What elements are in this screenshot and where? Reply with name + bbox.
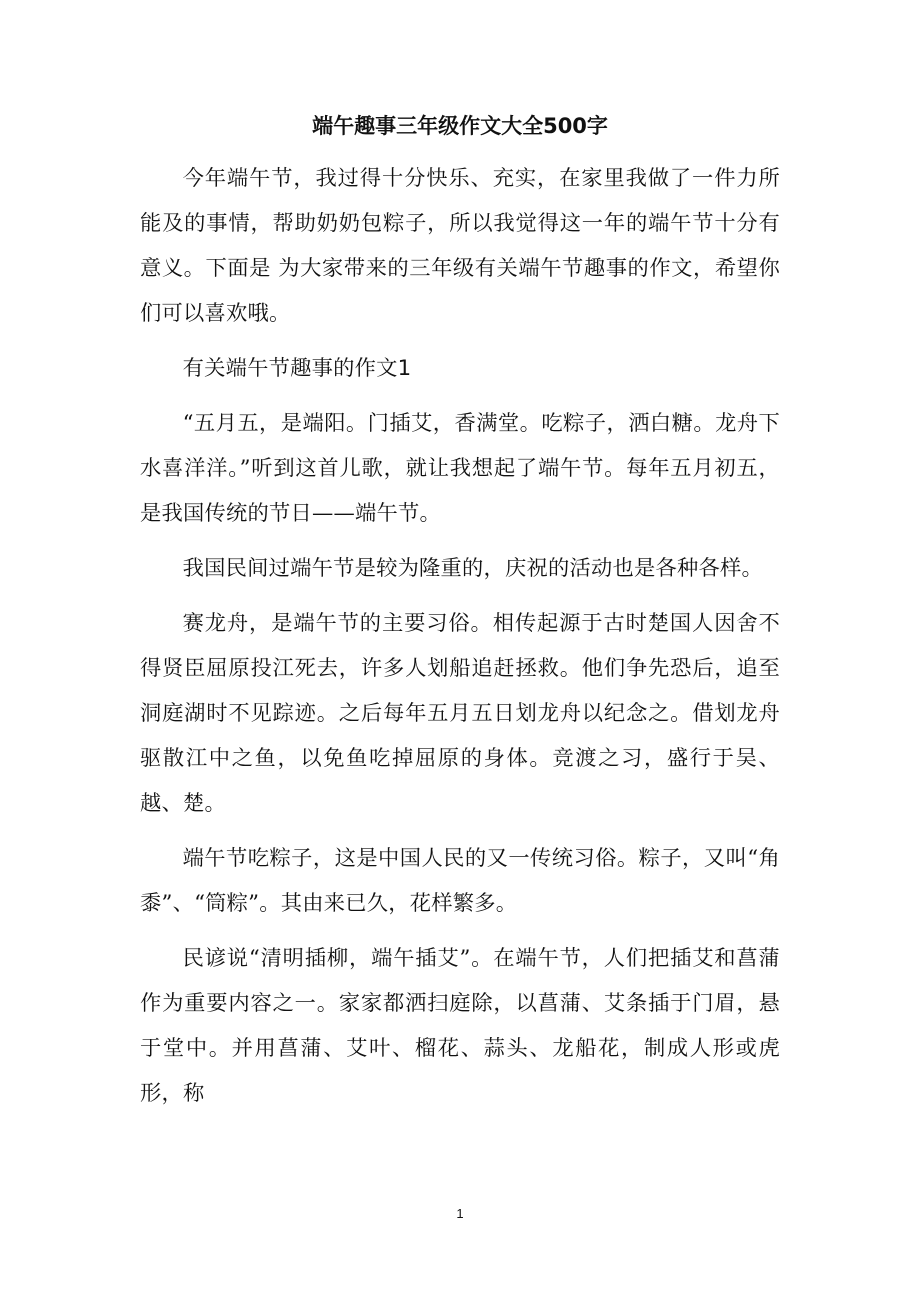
section-heading: 有关端午节趣事的作文1 <box>182 356 412 381</box>
paragraph-dragon-boat: 赛龙舟，是端午节的主要习俗。相传起源于古时楚国人因舍不得贤臣屈原投江死去，许多人划船追赶拯救。他们争先恐后，追至洞庭湖时不见踪迹。之后每年五月五日划龙舟以纪念之。借划龙舟驱散江中之鱼，以免鱼吃掉屈原的身体。竞渡之习，盛行于吴、越、楚。 <box>140 611 780 816</box>
document-title: 端午趣事三年级作文大全500字 <box>312 114 608 138</box>
page-number: 1 <box>456 1206 464 1221</box>
document-body <box>140 156 780 1126</box>
paragraph-song: “五月五，是端阳。门插艾，香满堂。吃粽子，洒白糖。龙舟下水喜洋洋。”听到这首儿歌，就让我想起了端午节。每年五月初五，是我国传统的节日——端午节。 <box>140 411 780 526</box>
paragraph-mugwort: 民谚说“清明插柳，端午插艾”。在端午节，人们把插艾和菖蒲作为重要内容之一。家家都洒扫庭除，以菖蒲、艾条插于门眉，悬于堂中。并用菖蒲、艾叶、榴花、蒜头、龙船花，制成人形或虎形，称 <box>140 946 780 1106</box>
paragraph-intro: 今年端午节，我过得十分快乐、充实，在家里我做了一件力所能及的事情，帮助奶奶包粽子，所以我觉得这一年的端午节十分有意义。下面是 为大家带来的三年级有关端午节趣事的作文，希望你们可以喜欢哦。 <box>140 166 780 326</box>
paragraph-zongzi: 端午节吃粽子，这是中国人民的又一传统习俗。粽子，又叫“角黍”、“筒粽”。其由来已久，花样繁多。 <box>140 846 780 916</box>
paragraph-celebration: 我国民间过端午节是较为隆重的，庆祝的活动也是各种各样。 <box>182 556 764 581</box>
